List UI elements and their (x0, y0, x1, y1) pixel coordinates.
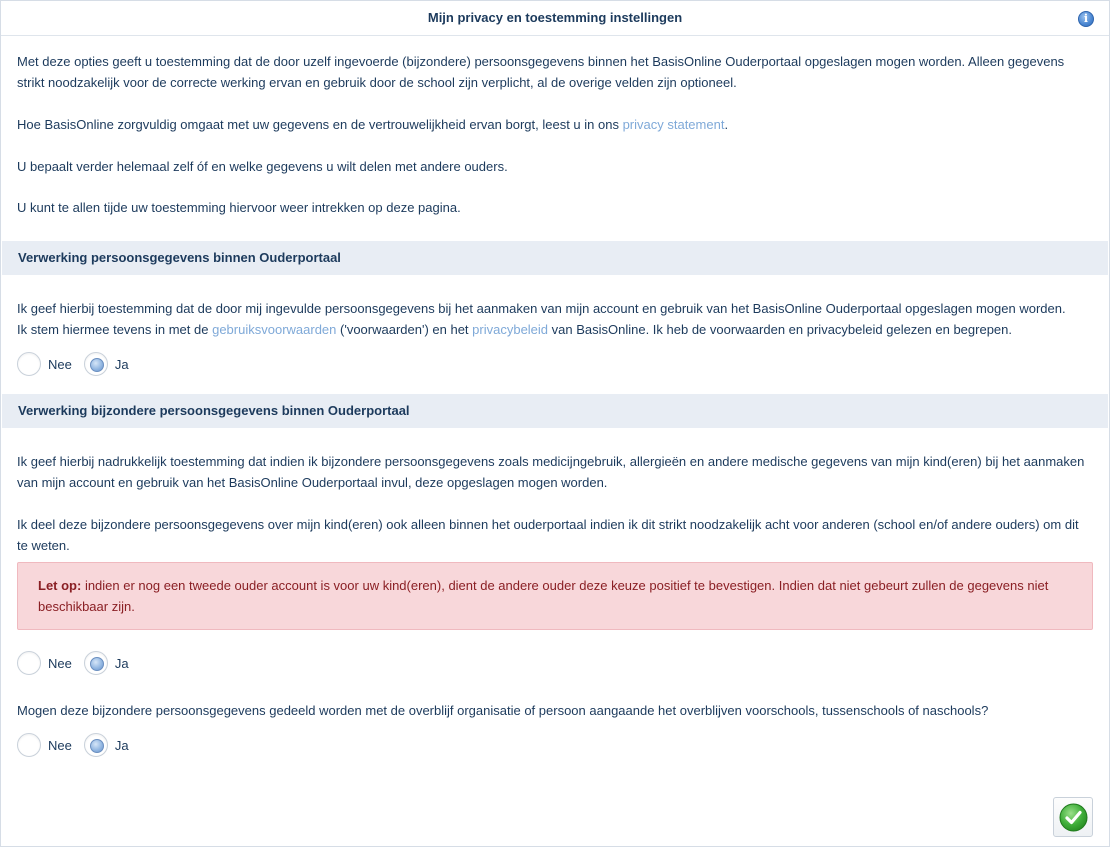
section1-line-2 (17, 319, 1093, 340)
section-heading-bijzondere-persoonsgegevens: Verwerking bijzondere persoonsgegevens binnen Ouderportaal (2, 394, 1108, 428)
radio-option-nee[interactable] (17, 651, 72, 675)
section1-consent-text (17, 298, 1093, 340)
intro-paragraph-2-end: . (724, 117, 729, 132)
intro-paragraph-4: U kunt te allen tijde uw toestemming hiervoor weer intrekken op deze pagina. (17, 200, 461, 215)
warning-alert (17, 562, 1093, 630)
radio-ja[interactable] (84, 733, 108, 757)
overblijf-question: Mogen deze bijzondere persoonsgegevens gedeeld worden met de overblijf organisatie of persoon aangaande het overblijven voorschools, tussenschools of naschools? (17, 703, 989, 718)
radio-nee[interactable] (17, 352, 41, 376)
radio-ja[interactable] (84, 352, 108, 376)
panel-header (1, 1, 1109, 36)
radio-label-nee: Nee (48, 655, 72, 671)
radio-ja[interactable] (84, 651, 108, 675)
radio-option-ja[interactable] (84, 733, 129, 757)
alert-bold-label: Let op: (38, 578, 82, 593)
section1-line-2-a: Ik stem hiermee tevens in met de (17, 322, 213, 337)
intro-paragraph-3: U bepaalt verder helemaal zelf óf en welke gegevens u wilt delen met andere ouders. (17, 159, 508, 174)
section2-paragraph-1: Ik geef hierbij nadrukkelijk toestemming dat indien ik bijzondere persoonsgegevens zoals medicijngebruik, allergieën en andere medische gegevens van mijn kind(eren) bij het aanmaken van mijn account en gebruik van het BasisOnline Ouderportaal invul, deze opgeslagen mogen worden. (17, 454, 1085, 490)
radio-option-ja[interactable] (84, 651, 129, 675)
section2-paragraph-2: Ik deel deze bijzondere persoonsgegevens over mijn kind(eren) ook alleen binnen het ouderportaal indien ik dit strikt noodzakelijk acht voor anderen (school en/of andere ouders) om dit te weten. (17, 517, 1079, 553)
radio-label-ja: Ja (114, 356, 129, 372)
consent-radio-group-3 (17, 733, 141, 757)
intro-paragraph-1: Met deze opties geeft u toestemming dat de door uzelf ingevoerde (bijzondere) persoonsgegevens binnen het BasisOnline Ouderportaal opgeslagen mogen worden. Alleen gegevens strikt noodzakelijk voor de correcte werking ervan en gebruik door de school zijn verplicht, al de overige velden zijn optioneel. (17, 54, 1065, 90)
radio-option-nee[interactable] (17, 733, 72, 757)
section1-line-2-b: ('voorwaarden') en het (336, 322, 473, 337)
intro-paragraph-2-text: Hoe BasisOnline zorgvuldig omgaat met uw gegevens en de vertrouwelijkheid ervan borgt, leest u in ons (17, 117, 623, 132)
radio-label-nee: Nee (48, 356, 72, 372)
consent-radio-group-1 (17, 352, 141, 376)
save-button[interactable] (1053, 797, 1093, 837)
terms-of-use-link[interactable]: gebruiksvoorwaarden (212, 322, 337, 337)
section1-line-1: Ik geef hierbij toestemming dat de door mij ingevulde persoonsgegevens bij het aanmaken van mijn account en gebruik van het BasisOnline Ouderportaal opgeslagen mogen worden. (17, 301, 1066, 316)
radio-nee[interactable] (17, 651, 41, 675)
radio-nee[interactable] (17, 733, 41, 757)
consent-radio-group-2 (17, 651, 141, 675)
info-icon[interactable]: i (1078, 11, 1094, 27)
checkmark-icon (1059, 803, 1088, 832)
radio-label-ja: Ja (114, 655, 129, 671)
radio-label-nee: Nee (48, 737, 72, 753)
page-title: Mijn privacy en toestemming instellingen (427, 10, 683, 25)
radio-option-nee[interactable] (17, 352, 72, 376)
intro-paragraph-2 (17, 114, 1093, 135)
radio-option-ja[interactable] (84, 352, 129, 376)
alert-text: indien er nog een tweede ouder account is voor uw kind(eren), dient de andere ouder deze keuze positief te bevestigen. Indien dat niet gebeurt zullen de gegevens niet beschikbaar zijn. (38, 578, 1049, 614)
radio-label-ja: Ja (114, 737, 129, 753)
section1-line-2-c: van BasisOnline. Ik heb de voorwaarden en privacybeleid gelezen en begrepen. (548, 322, 1013, 337)
privacy-policy-link[interactable]: privacybeleid (472, 322, 549, 337)
privacy-statement-link[interactable]: privacy statement (622, 117, 725, 132)
section-heading-persoonsgegevens: Verwerking persoonsgegevens binnen Ouderportaal (2, 241, 1108, 275)
